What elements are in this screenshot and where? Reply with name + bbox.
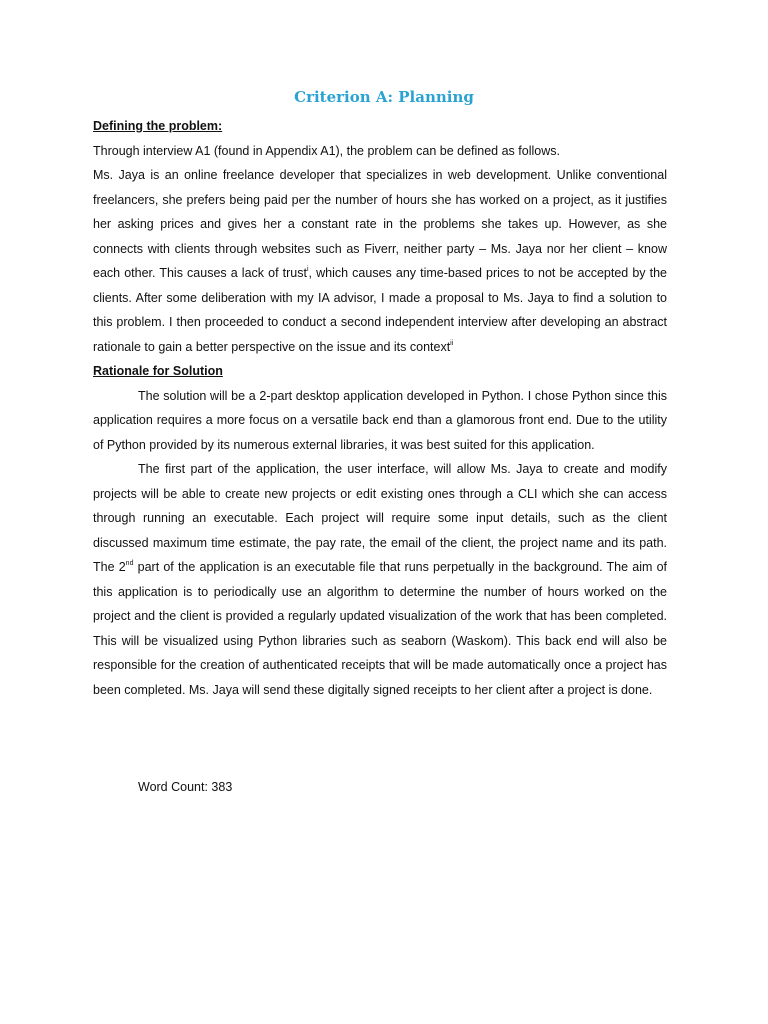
intro-paragraph: Through interview A1 (found in Appendix A1), the problem can be defined as follows. xyxy=(93,143,560,158)
footnote-ref-2: ii xyxy=(450,339,454,347)
word-count: Word Count: 383 xyxy=(138,780,233,794)
rationale-text-part2: part of the application is an executable file that runs perpetually in the background. The aim of this application is to periodically use an algorithm to determine the number of hours worked on the project and the client is provided a regularly updated visualization of the work that has been completed. This will be visualized using Python libraries such as seaborn (Waskom). This back end will also be responsible for the creation of authenticated receipts that will be made automatically once a project has been completed. Ms. Jaya will send these digitally signed receipts to her client after a project is done. xyxy=(93,560,667,697)
problem-text-part2: , which causes any time-based prices to not be accepted by the clients. After some deliberation with my IA advisor, I made a proposal to Ms. Jaya to find a solution to this problem. I then proceeded to conduct a second independent interview after developing an abstract rationale to gain a better perspective on the issue and its context xyxy=(93,266,667,354)
document-body xyxy=(93,114,667,702)
rationale-paragraph-2 xyxy=(93,457,667,702)
superscript-nd: nd xyxy=(125,560,134,567)
section-heading-rationale: Rationale for Solution xyxy=(93,364,223,378)
problem-text-part1: Ms. Jaya is an online freelance developer that specializes in web development. Unlike conventional freelancers, she prefers being paid per the number of hours she has worked on a project, as it justifies her asking prices and gives her a constant rate in the problems she takes up. However, as she connects with clients through websites such as Fiverr, neither party – Ms. Jaya nor her client – know each other. This causes a lack of trust xyxy=(93,168,667,280)
document-title: Criterion A: Planning xyxy=(294,88,474,106)
section-heading-defining-problem: Defining the problem: xyxy=(93,119,223,133)
rationale-text-part1: The first part of the application, the user interface, will allow Ms. Jaya to create and modify projects will be able to create new projects or edit existing ones through a CLI which she can access through running an executable. Each project will require some input details, such as the client discussed maximum time estimate, the pay rate, the email of the client, the project name and its path. The 2 xyxy=(93,462,667,574)
rationale-paragraph-1: The solution will be a 2-part desktop application developed in Python. I chose Python since this application requires a more focus on a versatile back end than a glamorous front end. Due to the utility of Python provided by its numerous external libraries, it was best suited for this application. xyxy=(93,388,667,452)
footnote-ref-1: i xyxy=(306,266,309,273)
problem-paragraph xyxy=(93,163,667,359)
